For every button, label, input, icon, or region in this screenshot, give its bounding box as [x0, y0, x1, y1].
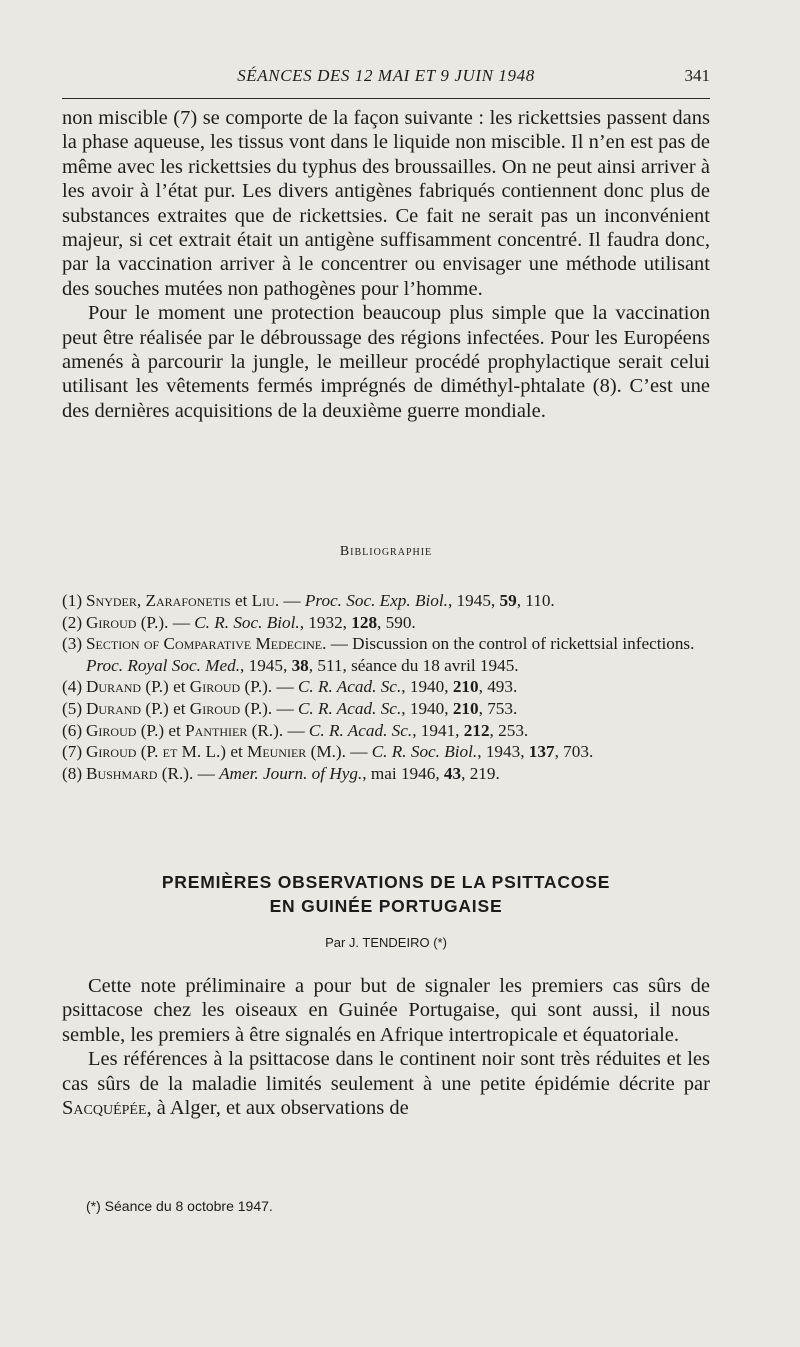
body-paragraph-2: Pour le moment une protection beaucoup plus simple que la vaccination peut être réalisée par le débroussage des régions infectées. Pour les Européens amenés à parcourir la jungle, le meilleur procédé prophylactique serait celui utilisant les vêtements fermés imprégnés de diméthyl-phtalate (8). C’est une des dernières acquisitions de la deuxième guerre mondiale. — [62, 302, 710, 422]
article-paragraph-2 — [62, 1047, 710, 1120]
entry-separator: et — [164, 720, 186, 740]
entry-journal: C. R. Soc. Biol. — [194, 612, 300, 632]
entry-pages: , 219. — [461, 763, 500, 783]
entry-authors: Section of Comparative Medecine. — [86, 634, 327, 654]
article-title-line-1: PREMIÈRES OBSERVATIONS DE LA PSITTACOSE — [161, 872, 611, 892]
article-title — [62, 870, 710, 918]
entry-authors: Durand (P.) — [86, 677, 169, 697]
entry-separator: et — [230, 591, 252, 610]
bibliography-entry — [62, 612, 710, 634]
entry-dash: — — [168, 612, 195, 632]
entry-year: , 1940, — [401, 698, 453, 718]
entry-number: (8) — [62, 763, 83, 783]
entry-volume: 43 — [443, 763, 462, 783]
entry-dash: — — [326, 634, 353, 654]
entry-pages: , 511, séance du 18 avril 1945. — [308, 655, 519, 675]
entry-volume: 137 — [528, 742, 555, 762]
entry-dash: — — [272, 677, 298, 697]
entry-dash: — — [345, 742, 372, 762]
entry-year: , mai 1946, — [362, 763, 444, 783]
entry-authors: Snyder, Zarafonetis — [86, 591, 231, 610]
entry-authors: Bushmard (R.). — [86, 763, 194, 783]
entry-year: , 1941, — [412, 720, 464, 740]
entry-separator: et — [226, 742, 248, 762]
entry-journal: Proc. Soc. Exp. Biol. — [304, 591, 448, 610]
body-text — [62, 106, 710, 423]
entry-number: (2) — [62, 612, 83, 632]
article-paragraph-2-end: , à Alger, et aux observations de — [146, 1097, 409, 1120]
entry-volume: 38 — [291, 655, 309, 675]
entry-number: (5) — [62, 698, 83, 718]
bibliography-title: Bibliographie — [339, 544, 433, 559]
entry-pages: , 590. — [377, 612, 416, 632]
bibliography-entry — [62, 590, 710, 612]
entry-journal: C. R. Acad. Sc. — [308, 720, 413, 740]
entry-volume: 210 — [452, 698, 479, 718]
entry-journal: C. R. Soc. Biol. — [371, 742, 478, 762]
bibliography-entry — [62, 633, 710, 676]
bibliography-entry — [62, 676, 710, 698]
page-number: 341 — [684, 66, 710, 85]
entry-pages: , 753. — [478, 698, 518, 718]
entry-number: (1) — [62, 591, 83, 610]
entry-dash: — — [283, 720, 309, 740]
entry-number: (7) — [62, 742, 83, 762]
entry-separator: et — [168, 698, 190, 718]
body-paragraph-1: non miscible (7) se comporte de la façon suivante : les rickettsies passent dans la phase aqueuse, les tissus vont dans le liquide non miscible. Il n’en est pas de même avec les rickettsies du typhus des broussailles. On ne peut ainsi arriver à les avoir à l’état pur. Les divers antigènes fabriqués contiennent donc plus de substances extraites que de rickettsies. Ce fait ne serait pas un inconvénient majeur, si cet extrait était un antigène suffisamment concentré. Il faudra donc, par la vaccination arriver à le concentrer ou envisager une méthode utilisant des souches mutées non pathogènes pour l’homme. — [62, 107, 710, 300]
entry-authors: Giroud (P. et M. L.) — [86, 742, 227, 762]
bibliography-entry — [62, 720, 710, 742]
header-rule — [62, 98, 710, 99]
entry-authors-2: Panthier (R.). — [185, 720, 284, 740]
entry-authors-2: Meunier (M.). — [247, 742, 346, 762]
article-paragraph-2-start: Les références à la psittacose dans le continent noir sont très réduites et les cas sûrs de la maladie limités seulement à une petite épidémie décrite par — [62, 1048, 710, 1095]
entry-journal: C. R. Acad. Sc. — [297, 698, 402, 718]
entry-authors: Giroud (P.) — [86, 720, 165, 740]
article-byline: Par J. TENDEIRO (*) — [325, 935, 447, 950]
entry-year: , 1945, — [447, 591, 500, 610]
entry-text: Discussion on the control of rickettsial infections. — [352, 634, 695, 654]
entry-dash: — — [193, 763, 220, 783]
bibliography-entry — [62, 763, 710, 785]
entry-journal: Proc. Royal Soc. Med. — [86, 655, 240, 675]
article-title-line-2: EN GUINÉE PORTUGAISE — [269, 896, 503, 916]
entry-pages: , 253. — [489, 720, 529, 740]
entry-volume: 210 — [452, 677, 479, 697]
entry-year: , 1932, — [299, 612, 352, 632]
entry-journal: C. R. Acad. Sc. — [297, 677, 402, 697]
article-text — [62, 974, 710, 1120]
entry-volume: 128 — [351, 612, 378, 632]
entry-pages: , 703. — [554, 742, 594, 762]
entry-authors: Giroud (P.). — [86, 612, 169, 632]
entry-separator: et — [168, 677, 190, 697]
entry-authors-2: Giroud (P.). — [189, 677, 273, 697]
footnote: (*) Séance du 8 octobre 1947. — [86, 1198, 273, 1214]
author-name-sacquepee: Sacquépée — [62, 1097, 147, 1120]
entry-authors-2: Liu. — [251, 591, 280, 610]
entry-number: (4) — [62, 677, 83, 697]
entry-year: , 1940, — [401, 677, 453, 697]
entry-dash: — — [272, 698, 298, 718]
entry-authors-2: Giroud (P.). — [189, 698, 273, 718]
article-paragraph-1: Cette note préliminaire a pour but de signaler les premiers cas sûrs de psittacose chez les oiseaux en Guinée Portugaise, qui sont aussi, il nous semble, les premiers à être signalés en Afrique intertropicale et équatoriale. — [62, 975, 710, 1046]
entry-dash: — — [279, 591, 305, 610]
entry-number: (6) — [62, 720, 83, 740]
entry-journal: Amer. Journ. of Hyg. — [219, 763, 363, 783]
entry-year: , 1945, — [240, 655, 292, 675]
entry-volume: 59 — [499, 591, 517, 610]
running-header — [62, 66, 710, 96]
entry-authors: Durand (P.) — [86, 698, 169, 718]
entry-volume: 212 — [463, 720, 490, 740]
entry-year: , 1943, — [477, 742, 529, 762]
bibliography-entry — [62, 741, 710, 763]
entry-number: (3) — [62, 634, 83, 654]
bibliography-entry — [62, 698, 710, 720]
running-title: SÉANCES DES 12 MAI ET 9 JUIN 1948 — [237, 66, 535, 85]
entry-pages: , 493. — [478, 677, 518, 697]
entry-pages: , 110. — [516, 591, 555, 610]
bibliography-list — [62, 590, 710, 784]
